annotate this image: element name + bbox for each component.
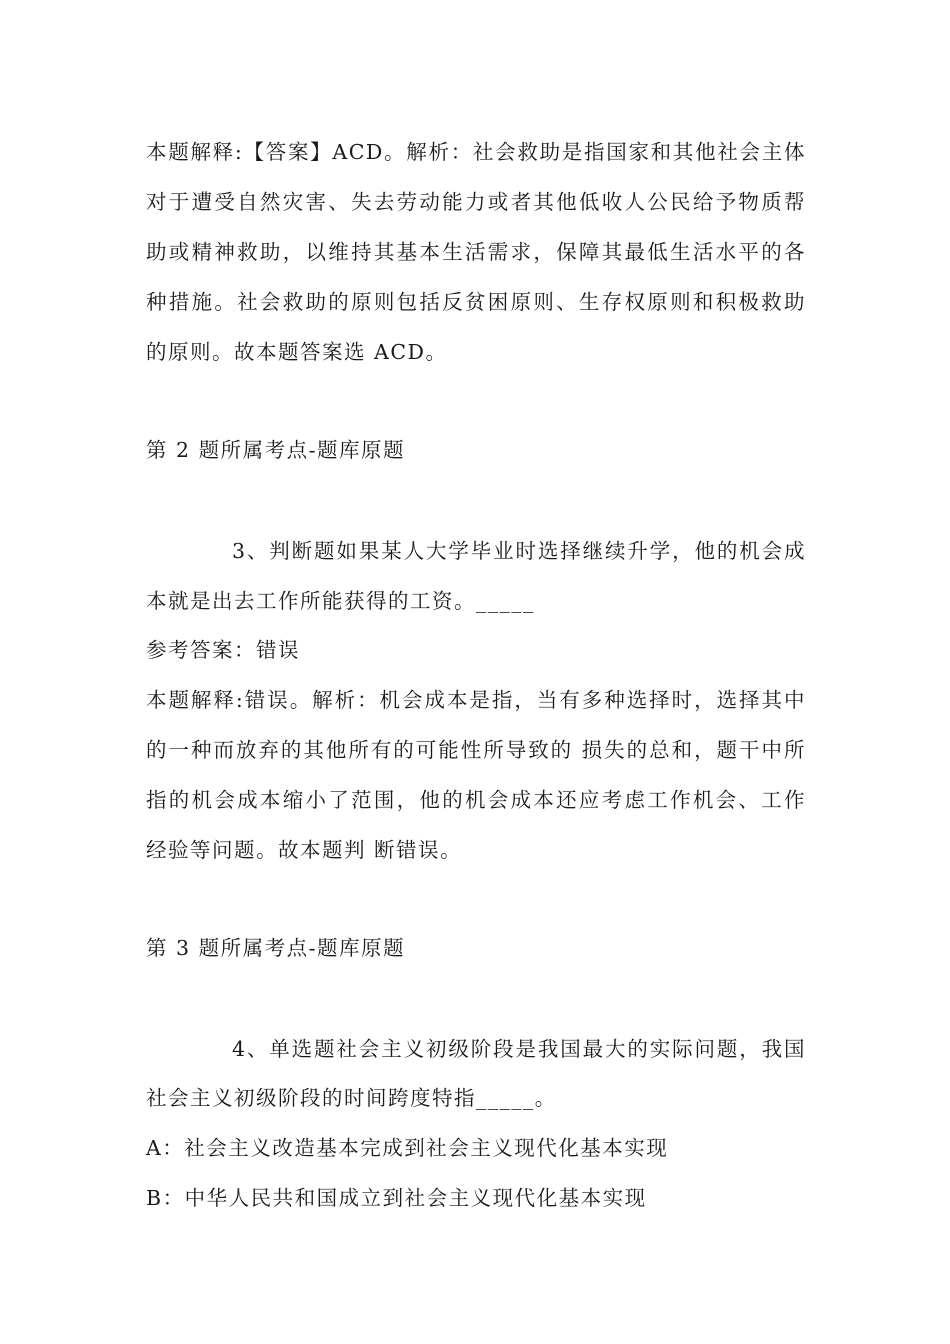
question-line: 社会主义初级阶段的时间跨度特指_____。 [146,1086,557,1110]
explanation-line: 助或精神救助，以维持其基本生活需求，保障其最低生活水平的各 [146,240,806,264]
option-a: A：社会主义改造基本完成到社会主义现代化基本实现 [146,1136,669,1160]
explanation-line: 经验等问题。故本题判 断错误。 [146,838,463,862]
section-heading: 第 3 题所属考点-题库原题 [146,936,406,960]
reference-answer: 参考答案：错误 [146,638,300,662]
question-line: 3、判断题如果某人大学毕业时选择继续升学，他的机会成 [232,539,806,563]
question-line: 4、单选题社会主义初级阶段是我国最大的实际问题，我国 [232,1037,806,1061]
explanation-line: 的原则。故本题答案选 ACD。 [146,340,448,364]
question-line: 本就是出去工作所能获得的工资。_____ [146,589,535,613]
explanation-line: 的一种而放弃的其他所有的可能性所导致的 损失的总和，题干中所 [146,738,806,762]
explanation-line: 本题解释:【答案】ACD。解析：社会救助是指国家和其他社会主体 [146,140,806,164]
section-heading: 第 2 题所属考点-题库原题 [146,438,406,462]
explanation-line: 指的机会成本缩小了范围，他的机会成本还应考虑工作机会、工作 [146,788,806,812]
explanation-line: 对于遭受自然灾害、失去劳动能力或者其他低收人公民给予物质帮 [146,190,806,214]
option-b: B：中华人民共和国成立到社会主义现代化基本实现 [146,1186,647,1210]
explanation-line: 种措施。社会救助的原则包括反贫困原则、生存权原则和积极救助 [146,290,806,314]
explanation-line: 本题解释:错误。解析：机会成本是指，当有多种选择时，选择其中 [146,688,806,712]
